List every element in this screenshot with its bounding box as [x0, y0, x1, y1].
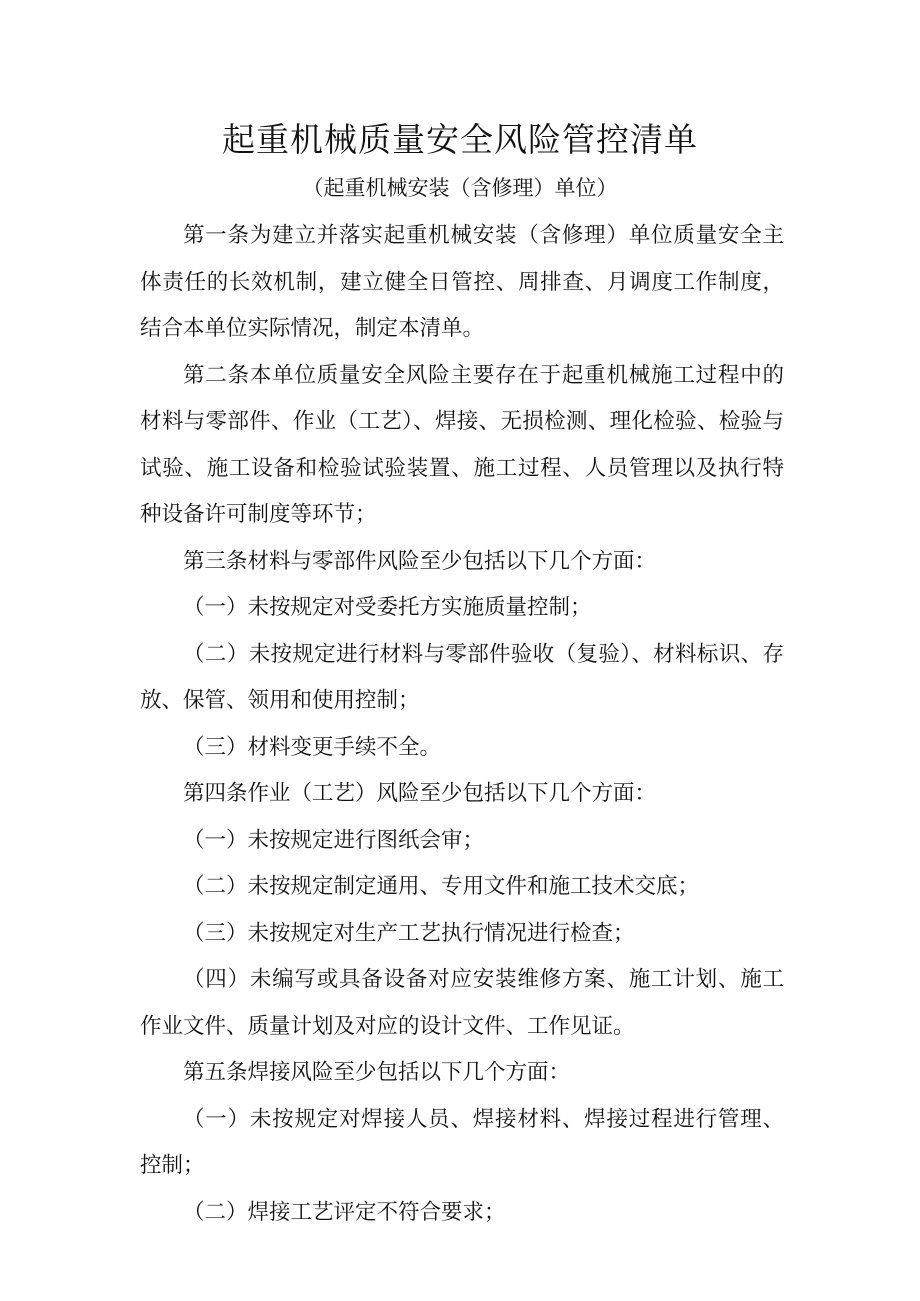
document-title: 起重机械质量安全风险管控清单 [222, 120, 698, 159]
article-5-heading: 第五条焊接风险至少包括以下几个方面： [183, 1060, 571, 1085]
article-5-item-2: （二）焊接工艺评定不符合要求； [183, 1199, 506, 1225]
article-3-item-1: （一）未按规定对受委托方实施质量控制； [183, 595, 592, 620]
article-4-item-1: （一）未按规定进行图纸会审； [183, 827, 485, 853]
article-3-heading: 第三条材料与零部件风险至少包括以下几个方面： [183, 548, 657, 574]
article-4-heading: 第四条作业（工艺）风险至少包括以下几个方面： [183, 781, 657, 806]
article-4-item-4: （四）未编写或具备设备对应安装维修方案、施工计划、施工作业文件、质量计划及对应的设计文件、工作见证。 [140, 967, 784, 1039]
article-4-item-2: （二）未按规定制定通用、专用文件和施工技术交底； [183, 874, 700, 899]
article-2-paragraph: 第二条本单位质量安全风险主要存在于起重机械施工过程中的材料与零部件、作业（工艺）、焊接、无损检测、理化检验、检验与试验、施工设备和检验试验装置、施工过程、人员管理以及执行特种设备许可制度等环节； [140, 362, 784, 527]
document-body [140, 213, 784, 1236]
article-4-item-3: （三）未按规定对生产工艺执行情况进行检查； [183, 920, 635, 946]
article-3-item-3: （三）材料变更手续不全。 [183, 734, 442, 760]
article-5-item-1: （一）未按规定对焊接人员、焊接材料、焊接过程进行管理、控制； [140, 1106, 784, 1178]
article-3-item-2: （二）未按规定进行材料与零部件验收（复验）、材料标识、存放、保管、领用和使用控制； [140, 641, 784, 713]
article-1-paragraph: 第一条为建立并落实起重机械安装（含修理）单位质量安全主体责任的长效机制，建立健全日管控、周排查、月调度工作制度，结合本单位实际情况，制定本清单。 [140, 223, 784, 341]
document-subtitle: （起重机械安装（含修理）单位） [302, 176, 618, 200]
